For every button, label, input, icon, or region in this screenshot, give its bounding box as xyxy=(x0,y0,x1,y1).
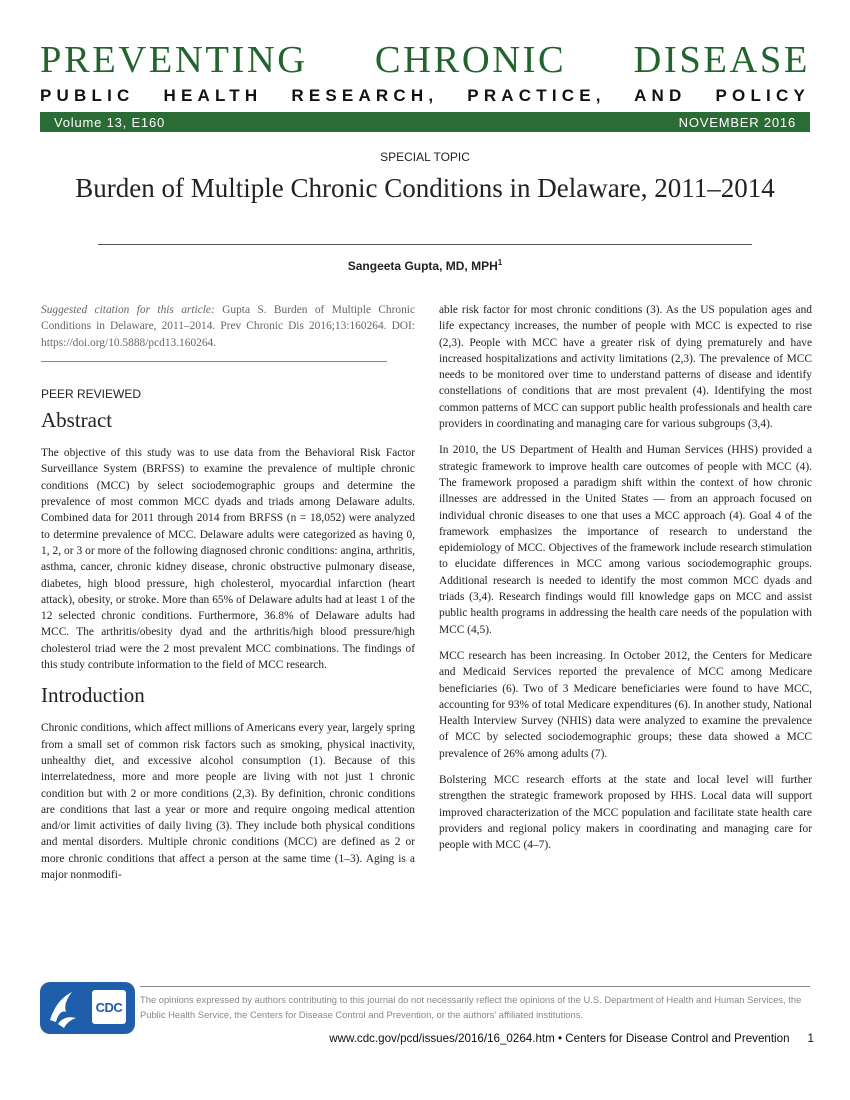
cdc-logo: CDC xyxy=(92,990,126,1024)
article-url[interactable]: www.cdc.gov/pcd/issues/2016/16_0264.htm • Centers for Disease Control and Prevention xyxy=(329,1032,790,1045)
page-number: 1 xyxy=(807,1032,814,1045)
volume-label: Volume 13, E160 xyxy=(54,114,166,130)
hhs-logo xyxy=(40,982,135,1034)
footer-url-line xyxy=(329,1032,814,1045)
intro-paragraph-3: MCC research has been increasing. In October 2012, the Centers for Medicare and Medicaid Services reported the prevalence of MCC among Medicare beneficiaries (6). Two of 3 Medicare beneficiaries were found to have MCC, accounting for 93% of total Medicare expenditures (6). In another study, National Health Interview Survey (NHIS) data were analyzed to examine the prevalence of MCC by selected sociodemographic groups; these data showed a MCC prevalence of 26% among adults (7). xyxy=(439,649,812,760)
intro-paragraph-2: In 2010, the US Department of Health and Human Services (HHS) provided a strategic framework to improve health care outcomes of people with MCC (4). The framework proposed a paradigm shift within the context of how chronic illnesses are addressed in the United States — from an approach focused on individual chronic diseases to one that uses a MCC approach (4). Goal 4 of the framework emphasizes the importance of research to understand the epidemiology of MCC. Objectives of the framework include research stimulation to elucidate differences in MCC among various sociodemographic groups. Additional research is needed to identify the most common MCC dyads and triads (3,4). Research findings would fill knowledge gaps on MCC and assist public health programs in addressing the health care needs of the population with MCC (4,5). xyxy=(439,444,812,636)
citation-text: Gupta S. Burden of Multiple Chronic Conditions in Delaware, 2011–2014. Prev Chronic Dis 2016;13:160264. DOI: https://doi.org/10.5888/pcd13.160264. xyxy=(41,304,416,349)
journal-masthead xyxy=(40,40,810,132)
author-name: Sangeeta Gupta, MD, MPH xyxy=(347,259,498,273)
footer-divider xyxy=(140,986,810,987)
article-title: Burden of Multiple Chronic Conditions in Delaware, 2011–2014 xyxy=(75,173,775,203)
title-divider xyxy=(98,244,752,245)
peer-reviewed-label: PEER REVIEWED xyxy=(41,386,142,401)
citation-label: Suggested citation for this article: xyxy=(41,304,215,316)
introduction-heading: Introduction xyxy=(41,683,145,708)
intro-paragraph-1-part-b: able risk factor for most chronic conditions (3). As the US population ages and life expectancy increases, the number of people with MCC is expected to rise (2,3). People with MCC have a greater risk of dying prematurely and have increased hospitalizations and activity limitations (2,3). The prevalence of MCC needs to be monitored over time to understand patterns of disease and identify constellations of conditions that are most prevalent (4). Identifying the most common patterns of MCC can support public health professionals and health care providers in coordinating and managing care for various subgroups (3,4). xyxy=(439,304,812,431)
abstract-heading: Abstract xyxy=(41,408,113,433)
suggested-citation xyxy=(41,302,415,351)
volume-bar xyxy=(40,112,810,132)
intro-paragraph-1-part-a: Chronic conditions, which affect millions of Americans every year, largely spring from a small set of common risk factors such as smoking, physical inactivity, unhealthy diet, and excessive alcohol consumption (1). Because of this interrelatedness, more and more people are living with not just 1 chronic condition but with 2 or more conditions (2,3). By definition, chronic conditions are conditions that last a year or more and require ongoing medical attention and/or limit activities of daily living (3). They include both physical conditions and mental disorders. Multiple chronic conditions (MCC) are defined as 2 or more chronic conditions that affect a person at the same time (1–3). Aging is a major nonmodifi- xyxy=(41,722,415,882)
right-column xyxy=(439,302,812,864)
section-label: SPECIAL TOPIC xyxy=(380,150,470,164)
author-line xyxy=(0,258,850,273)
footer-disclaimer: The opinions expressed by authors contributing to this journal do not necessarily reflect the opinions of the U.S. Department of Health and Human Services, the Public Health Service, the Centers for Disease Control and Prevention, or the authors' affiliated institutions. xyxy=(140,994,802,1020)
abstract-text: The objective of this study was to use data from the Behavioral Risk Factor Surveillance System (BRFSS) to examine the prevalence of multiple chronic conditions (MCC) by select sociodemographic groups and determine the prevalence of most common MCC dyads and triads among Delaware adults. Combined data for 2011 through 2014 from BRFSS (n = 18,052) were analyzed to determine prevalence of MCC. Delaware adults were categorized as having 0, 1, 2, or 3 or more of the following diagnosed chronic conditions: angina, arthritis, asthma, cancer, chronic kidney disease, chronic obstructive pulmonary disease, diabetes, high blood pressure, high cholesterol, myocardial infarction (heart attack), obesity, or stroke. More than 65% of Delaware adults had at least 1 of the 12 selected chronic conditions. Furthermore, 36.8% of Delaware adults had MCC. The arthritis/obesity dyad and the arthritis/high blood pressure/high cholesterol triad were the 2 most prevalent MCC combinations. The findings of this study contribute information to the field of MCC research. xyxy=(41,447,415,672)
journal-title: PREVENTING CHRONIC DISEASE xyxy=(40,39,810,81)
hhs-eagle-icon xyxy=(40,982,88,1034)
journal-subtitle: PUBLIC HEALTH RESEARCH, PRACTICE, AND POLICY xyxy=(40,86,810,105)
left-column xyxy=(41,302,415,893)
issue-date: NOVEMBER 2016 xyxy=(678,114,796,130)
intro-paragraph-4: Bolstering MCC research efforts at the state and local level will further strengthen the strategic framework proposed by HHS. Local data will support improved characterization of the MCC population and facilitate state health care providers and regional policy makers in coordinating and managing care for people with MCC (4–7). xyxy=(439,774,812,852)
author-affiliation-marker: 1 xyxy=(497,258,503,267)
citation-divider xyxy=(41,361,387,362)
